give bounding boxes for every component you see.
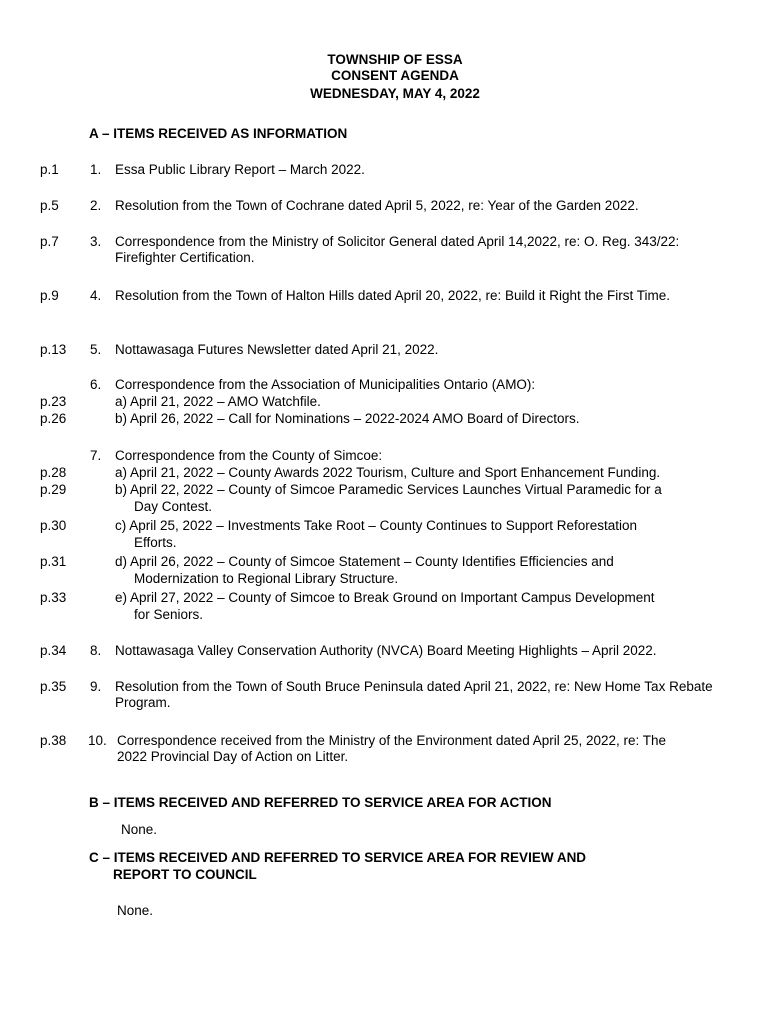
section-a-heading: A – ITEMS RECEIVED AS INFORMATION (89, 126, 348, 141)
item-page-ref: p.23 (40, 394, 67, 409)
agenda-subitem-text: d) April 26, 2022 – County of Simcoe Statement – County Identifies Efficiencies and (115, 554, 614, 569)
item-page-ref: p.7 (40, 234, 59, 249)
agenda-subitem-text: e) April 27, 2022 – County of Simcoe to Break Ground on Important Campus Development (115, 590, 655, 605)
item-page-ref: p.38 (40, 733, 67, 748)
item-page-ref: p.28 (40, 465, 67, 480)
item-page-ref: p.31 (40, 554, 67, 569)
item-page-ref: p.29 (40, 482, 67, 497)
agenda-subitem-continuation: Day Contest. (134, 499, 213, 514)
item-number: 4. (90, 288, 102, 303)
agenda-item-text: Correspondence from the Association of Municipalities Ontario (AMO): (115, 377, 536, 392)
section-c-heading: C – ITEMS RECEIVED AND REFERRED TO SERVICE AREA FOR REVIEW AND (89, 850, 587, 865)
agenda-subitem-continuation: Efforts. (134, 535, 177, 550)
item-page-ref: p.30 (40, 518, 67, 533)
item-number: 6. (90, 377, 102, 392)
agenda-item-text: Resolution from the Town of Halton Hills dated April 20, 2022, re: Build it Right the First Time. (115, 288, 671, 303)
item-page-ref: p.13 (40, 342, 67, 357)
item-number: 1. (90, 162, 102, 177)
item-page-ref: p.9 (40, 288, 59, 303)
item-number: 3. (90, 234, 102, 249)
section-b-body: None. (121, 822, 158, 837)
item-number: 2. (90, 198, 102, 213)
agenda-item-text: Resolution from the Town of Cochrane dated April 5, 2022, re: Year of the Garden 2022. (115, 198, 639, 213)
agenda-item-text: Nottawasaga Futures Newsletter dated April 21, 2022. (115, 342, 439, 357)
section-c-heading-cont: REPORT TO COUNCIL (113, 867, 257, 882)
item-page-ref: p.35 (40, 679, 67, 694)
item-page-ref: p.33 (40, 590, 67, 605)
agenda-item-text: Correspondence from the Ministry of Solicitor General dated April 14,2022, re: O. Reg. 343/22: Firefighter Certification. (115, 234, 680, 265)
agenda-subitem-text: a) April 21, 2022 – AMO Watchfile. (115, 394, 321, 409)
item-number: 5. (90, 342, 102, 357)
section-b-heading: B – ITEMS RECEIVED AND REFERRED TO SERVICE AREA FOR ACTION (89, 795, 552, 810)
agenda-item-text: Resolution from the Town of South Bruce Peninsula dated April 21, 2022, re: New Home Tax Rebate Program. (115, 679, 713, 710)
agenda-item-text: Essa Public Library Report – March 2022. (115, 162, 365, 177)
agenda-subitem-text: c) April 25, 2022 – Investments Take Root – County Continues to Support Reforestation (115, 518, 638, 533)
doc-title-line2: CONSENT AGENDA (331, 68, 459, 83)
agenda-item-text: Correspondence from the County of Simcoe: (115, 448, 383, 463)
agenda-item-text: Correspondence received from the Ministry of the Environment dated April 25, 2022, re: The 2022 Provincial Day of Action on Litter. (117, 733, 667, 764)
item-number: 8. (90, 643, 102, 658)
section-c-body: None. (117, 903, 154, 918)
item-page-ref: p.34 (40, 643, 67, 658)
agenda-subitem-continuation: for Seniors. (134, 607, 204, 622)
item-page-ref: p.1 (40, 162, 59, 177)
agenda-subitem-continuation: Modernization to Regional Library Structure. (134, 571, 399, 586)
item-number: 10. (88, 733, 107, 748)
item-number: 7. (90, 448, 102, 463)
agenda-subitem-text: b) April 22, 2022 – County of Simcoe Paramedic Services Launches Virtual Paramedic for a (115, 482, 662, 497)
doc-title-line3: WEDNESDAY, MAY 4, 2022 (310, 86, 480, 101)
item-number: 9. (90, 679, 102, 694)
item-page-ref: p.26 (40, 411, 67, 426)
agenda-item-text: Nottawasaga Valley Conservation Authority (NVCA) Board Meeting Highlights – April 2022. (115, 643, 657, 658)
agenda-subitem-text: b) April 26, 2022 – Call for Nominations – 2022-2024 AMO Board of Directors. (115, 411, 580, 426)
doc-title-line1: TOWNSHIP OF ESSA (327, 52, 463, 67)
agenda-subitem-text: a) April 21, 2022 – County Awards 2022 Tourism, Culture and Sport Enhancement Funding. (115, 465, 661, 480)
item-page-ref: p.5 (40, 198, 59, 213)
